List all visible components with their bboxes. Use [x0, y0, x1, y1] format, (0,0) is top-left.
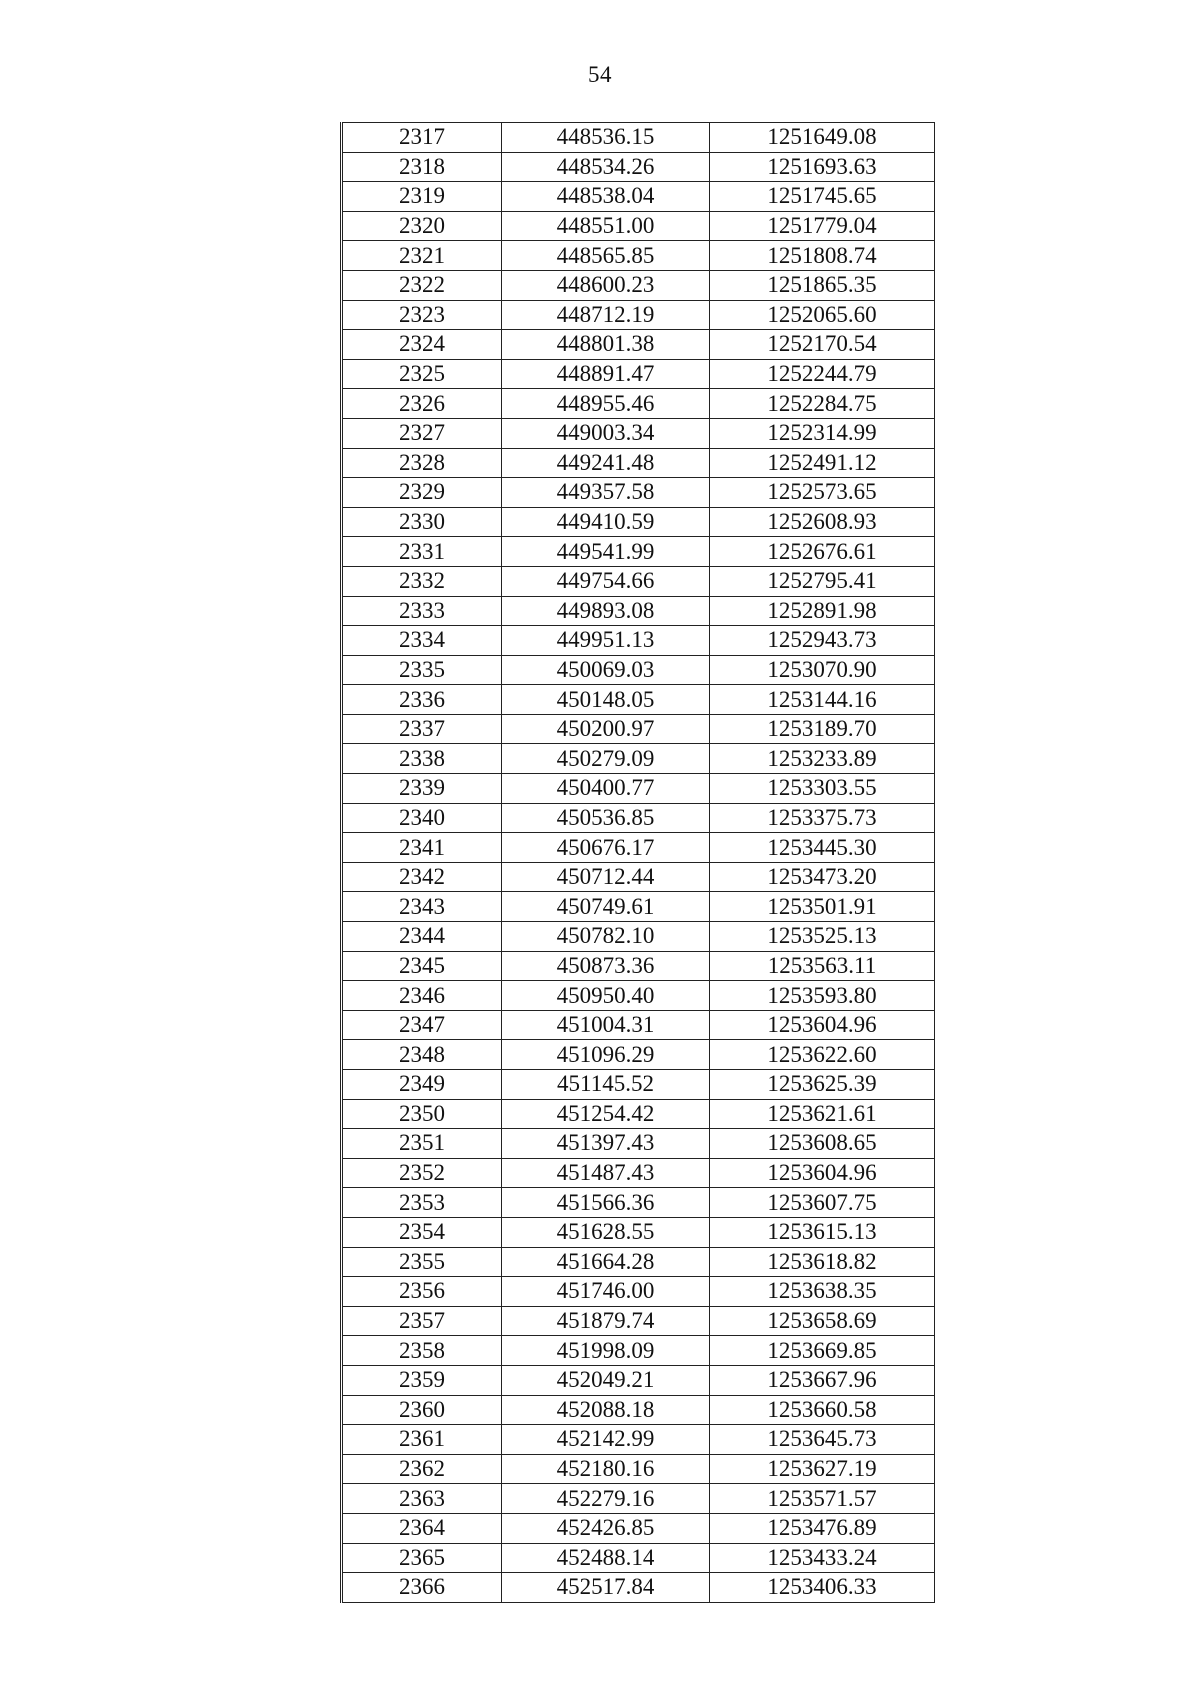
x-coordinate-cell: 452142.99: [502, 1425, 710, 1455]
y-coordinate-cell: 1253618.82: [710, 1247, 935, 1277]
point-number-cell: 2349: [342, 1070, 502, 1100]
x-coordinate-cell: 451254.42: [502, 1099, 710, 1129]
x-coordinate-cell: 452279.16: [502, 1484, 710, 1514]
x-coordinate-cell: 448891.47: [502, 359, 710, 389]
table-row: [342, 1306, 935, 1336]
x-coordinate-cell: 450069.03: [502, 655, 710, 685]
y-coordinate-cell: 1253604.96: [710, 1010, 935, 1040]
point-number-cell: 2331: [342, 537, 502, 567]
table-row: [342, 922, 935, 952]
y-coordinate-cell: 1252795.41: [710, 566, 935, 596]
table-row: [342, 685, 935, 715]
x-coordinate-cell: 451628.55: [502, 1217, 710, 1247]
y-coordinate-cell: 1252491.12: [710, 448, 935, 478]
y-coordinate-cell: 1253638.35: [710, 1277, 935, 1307]
point-number-cell: 2334: [342, 626, 502, 656]
table-row: [342, 833, 935, 863]
y-coordinate-cell: 1253501.91: [710, 892, 935, 922]
y-coordinate-cell: 1252284.75: [710, 389, 935, 419]
point-number-cell: 2325: [342, 359, 502, 389]
x-coordinate-cell: 449541.99: [502, 537, 710, 567]
x-coordinate-cell: 449754.66: [502, 566, 710, 596]
coordinates-table-body: [342, 123, 935, 1603]
table-row: [342, 448, 935, 478]
x-coordinate-cell: 451879.74: [502, 1306, 710, 1336]
table-row: [342, 1573, 935, 1603]
y-coordinate-cell: 1253604.96: [710, 1158, 935, 1188]
point-number-cell: 2324: [342, 330, 502, 360]
y-coordinate-cell: 1253445.30: [710, 833, 935, 863]
point-number-cell: 2362: [342, 1454, 502, 1484]
table-row: [342, 211, 935, 241]
table-row: [342, 1129, 935, 1159]
point-number-cell: 2326: [342, 389, 502, 419]
table-row: [342, 537, 935, 567]
point-number-cell: 2338: [342, 744, 502, 774]
point-number-cell: 2356: [342, 1277, 502, 1307]
y-coordinate-cell: 1252943.73: [710, 626, 935, 656]
y-coordinate-cell: 1253563.11: [710, 951, 935, 981]
point-number-cell: 2364: [342, 1513, 502, 1543]
x-coordinate-cell: 448600.23: [502, 270, 710, 300]
table-row: [342, 418, 935, 448]
x-coordinate-cell: 450200.97: [502, 714, 710, 744]
table-row: [342, 1336, 935, 1366]
table-row: [342, 803, 935, 833]
point-number-cell: 2360: [342, 1395, 502, 1425]
x-coordinate-cell: 451664.28: [502, 1247, 710, 1277]
y-coordinate-cell: 1253476.89: [710, 1513, 935, 1543]
point-number-cell: 2352: [342, 1158, 502, 1188]
x-coordinate-cell: 448565.85: [502, 241, 710, 271]
table-row: [342, 1425, 935, 1455]
x-coordinate-cell: 451487.43: [502, 1158, 710, 1188]
y-coordinate-cell: 1253593.80: [710, 981, 935, 1011]
point-number-cell: 2321: [342, 241, 502, 271]
y-coordinate-cell: 1253473.20: [710, 862, 935, 892]
y-coordinate-cell: 1253406.33: [710, 1573, 935, 1603]
table-row: [342, 744, 935, 774]
y-coordinate-cell: 1252244.79: [710, 359, 935, 389]
x-coordinate-cell: 450749.61: [502, 892, 710, 922]
table-row: [342, 1395, 935, 1425]
y-coordinate-cell: 1252676.61: [710, 537, 935, 567]
x-coordinate-cell: 449410.59: [502, 507, 710, 537]
x-coordinate-cell: 448534.26: [502, 152, 710, 182]
table-row: [342, 862, 935, 892]
point-number-cell: 2359: [342, 1365, 502, 1395]
point-number-cell: 2361: [342, 1425, 502, 1455]
point-number-cell: 2336: [342, 685, 502, 715]
x-coordinate-cell: 450782.10: [502, 922, 710, 952]
point-number-cell: 2354: [342, 1217, 502, 1247]
y-coordinate-cell: 1251745.65: [710, 182, 935, 212]
x-coordinate-cell: 448801.38: [502, 330, 710, 360]
x-coordinate-cell: 451004.31: [502, 1010, 710, 1040]
y-coordinate-cell: 1253571.57: [710, 1484, 935, 1514]
y-coordinate-cell: 1253525.13: [710, 922, 935, 952]
table-row: [342, 981, 935, 1011]
point-number-cell: 2363: [342, 1484, 502, 1514]
point-number-cell: 2343: [342, 892, 502, 922]
table-row: [342, 270, 935, 300]
x-coordinate-cell: 449241.48: [502, 448, 710, 478]
y-coordinate-cell: 1252065.60: [710, 300, 935, 330]
x-coordinate-cell: 450676.17: [502, 833, 710, 863]
x-coordinate-cell: 448536.15: [502, 123, 710, 153]
point-number-cell: 2355: [342, 1247, 502, 1277]
y-coordinate-cell: 1251693.63: [710, 152, 935, 182]
point-number-cell: 2342: [342, 862, 502, 892]
x-coordinate-cell: 450536.85: [502, 803, 710, 833]
y-coordinate-cell: 1253627.19: [710, 1454, 935, 1484]
x-coordinate-cell: 451397.43: [502, 1129, 710, 1159]
x-coordinate-cell: 448551.00: [502, 211, 710, 241]
table-row: [342, 1543, 935, 1573]
x-coordinate-cell: 452488.14: [502, 1543, 710, 1573]
table-row: [342, 1040, 935, 1070]
table-row: [342, 507, 935, 537]
x-coordinate-cell: 451746.00: [502, 1277, 710, 1307]
x-coordinate-cell: 452517.84: [502, 1573, 710, 1603]
point-number-cell: 2348: [342, 1040, 502, 1070]
y-coordinate-cell: 1251865.35: [710, 270, 935, 300]
y-coordinate-cell: 1253621.61: [710, 1099, 935, 1129]
x-coordinate-cell: 450873.36: [502, 951, 710, 981]
table-row: [342, 626, 935, 656]
table-row: [342, 1010, 935, 1040]
table-row: [342, 596, 935, 626]
y-coordinate-cell: 1252573.65: [710, 478, 935, 508]
x-coordinate-cell: 448712.19: [502, 300, 710, 330]
point-number-cell: 2345: [342, 951, 502, 981]
y-coordinate-cell: 1253608.65: [710, 1129, 935, 1159]
table-row: [342, 1365, 935, 1395]
x-coordinate-cell: 449951.13: [502, 626, 710, 656]
table-row: [342, 951, 935, 981]
point-number-cell: 2365: [342, 1543, 502, 1573]
x-coordinate-cell: 450400.77: [502, 774, 710, 804]
point-number-cell: 2322: [342, 270, 502, 300]
point-number-cell: 2335: [342, 655, 502, 685]
y-coordinate-cell: 1253658.69: [710, 1306, 935, 1336]
point-number-cell: 2323: [342, 300, 502, 330]
point-number-cell: 2319: [342, 182, 502, 212]
table-row: [342, 714, 935, 744]
point-number-cell: 2341: [342, 833, 502, 863]
table-row: [342, 774, 935, 804]
point-number-cell: 2333: [342, 596, 502, 626]
table-row: [342, 1247, 935, 1277]
point-number-cell: 2346: [342, 981, 502, 1011]
table-row: [342, 300, 935, 330]
x-coordinate-cell: 452180.16: [502, 1454, 710, 1484]
y-coordinate-cell: 1252314.99: [710, 418, 935, 448]
x-coordinate-cell: 450712.44: [502, 862, 710, 892]
y-coordinate-cell: 1253669.85: [710, 1336, 935, 1366]
y-coordinate-cell: 1253303.55: [710, 774, 935, 804]
table-row: [342, 123, 935, 153]
y-coordinate-cell: 1253622.60: [710, 1040, 935, 1070]
y-coordinate-cell: 1252891.98: [710, 596, 935, 626]
y-coordinate-cell: 1253144.16: [710, 685, 935, 715]
y-coordinate-cell: 1253667.96: [710, 1365, 935, 1395]
table-row: [342, 566, 935, 596]
point-number-cell: 2330: [342, 507, 502, 537]
table-row: [342, 1454, 935, 1484]
point-number-cell: 2340: [342, 803, 502, 833]
x-coordinate-cell: 450279.09: [502, 744, 710, 774]
table-row: [342, 655, 935, 685]
x-coordinate-cell: 449003.34: [502, 418, 710, 448]
x-coordinate-cell: 448955.46: [502, 389, 710, 419]
x-coordinate-cell: 449893.08: [502, 596, 710, 626]
point-number-cell: 2320: [342, 211, 502, 241]
x-coordinate-cell: 451145.52: [502, 1070, 710, 1100]
table-row: [342, 359, 935, 389]
x-coordinate-cell: 450148.05: [502, 685, 710, 715]
table-row: [342, 1277, 935, 1307]
point-number-cell: 2337: [342, 714, 502, 744]
point-number-cell: 2327: [342, 418, 502, 448]
point-number-cell: 2357: [342, 1306, 502, 1336]
table-row: [342, 1484, 935, 1514]
table-row: [342, 1070, 935, 1100]
y-coordinate-cell: 1253433.24: [710, 1543, 935, 1573]
table-row: [342, 478, 935, 508]
y-coordinate-cell: 1253660.58: [710, 1395, 935, 1425]
table-row: [342, 1099, 935, 1129]
point-number-cell: 2350: [342, 1099, 502, 1129]
x-coordinate-cell: 451096.29: [502, 1040, 710, 1070]
y-coordinate-cell: 1253607.75: [710, 1188, 935, 1218]
table-row: [342, 1217, 935, 1247]
coordinates-table: [340, 122, 935, 1603]
x-coordinate-cell: 452426.85: [502, 1513, 710, 1543]
point-number-cell: 2339: [342, 774, 502, 804]
x-coordinate-cell: 452049.21: [502, 1365, 710, 1395]
point-number-cell: 2358: [342, 1336, 502, 1366]
y-coordinate-cell: 1251649.08: [710, 123, 935, 153]
page-number: 54: [588, 62, 612, 87]
table-row: [342, 1513, 935, 1543]
y-coordinate-cell: 1253233.89: [710, 744, 935, 774]
y-coordinate-cell: 1253070.90: [710, 655, 935, 685]
point-number-cell: 2366: [342, 1573, 502, 1603]
point-number-cell: 2332: [342, 566, 502, 596]
y-coordinate-cell: 1253645.73: [710, 1425, 935, 1455]
table-row: [342, 1158, 935, 1188]
table-row: [342, 892, 935, 922]
y-coordinate-cell: 1253625.39: [710, 1070, 935, 1100]
point-number-cell: 2328: [342, 448, 502, 478]
table-row: [342, 152, 935, 182]
y-coordinate-cell: 1252170.54: [710, 330, 935, 360]
y-coordinate-cell: 1251808.74: [710, 241, 935, 271]
x-coordinate-cell: 448538.04: [502, 182, 710, 212]
x-coordinate-cell: 449357.58: [502, 478, 710, 508]
y-coordinate-cell: 1252608.93: [710, 507, 935, 537]
point-number-cell: 2318: [342, 152, 502, 182]
table-row: [342, 330, 935, 360]
point-number-cell: 2351: [342, 1129, 502, 1159]
x-coordinate-cell: 452088.18: [502, 1395, 710, 1425]
x-coordinate-cell: 451566.36: [502, 1188, 710, 1218]
y-coordinate-cell: 1251779.04: [710, 211, 935, 241]
point-number-cell: 2344: [342, 922, 502, 952]
table-row: [342, 1188, 935, 1218]
x-coordinate-cell: 451998.09: [502, 1336, 710, 1366]
y-coordinate-cell: 1253375.73: [710, 803, 935, 833]
x-coordinate-cell: 450950.40: [502, 981, 710, 1011]
point-number-cell: 2353: [342, 1188, 502, 1218]
point-number-cell: 2347: [342, 1010, 502, 1040]
point-number-cell: 2329: [342, 478, 502, 508]
table-row: [342, 241, 935, 271]
table-row: [342, 182, 935, 212]
point-number-cell: 2317: [342, 123, 502, 153]
table-row: [342, 389, 935, 419]
y-coordinate-cell: 1253189.70: [710, 714, 935, 744]
y-coordinate-cell: 1253615.13: [710, 1217, 935, 1247]
